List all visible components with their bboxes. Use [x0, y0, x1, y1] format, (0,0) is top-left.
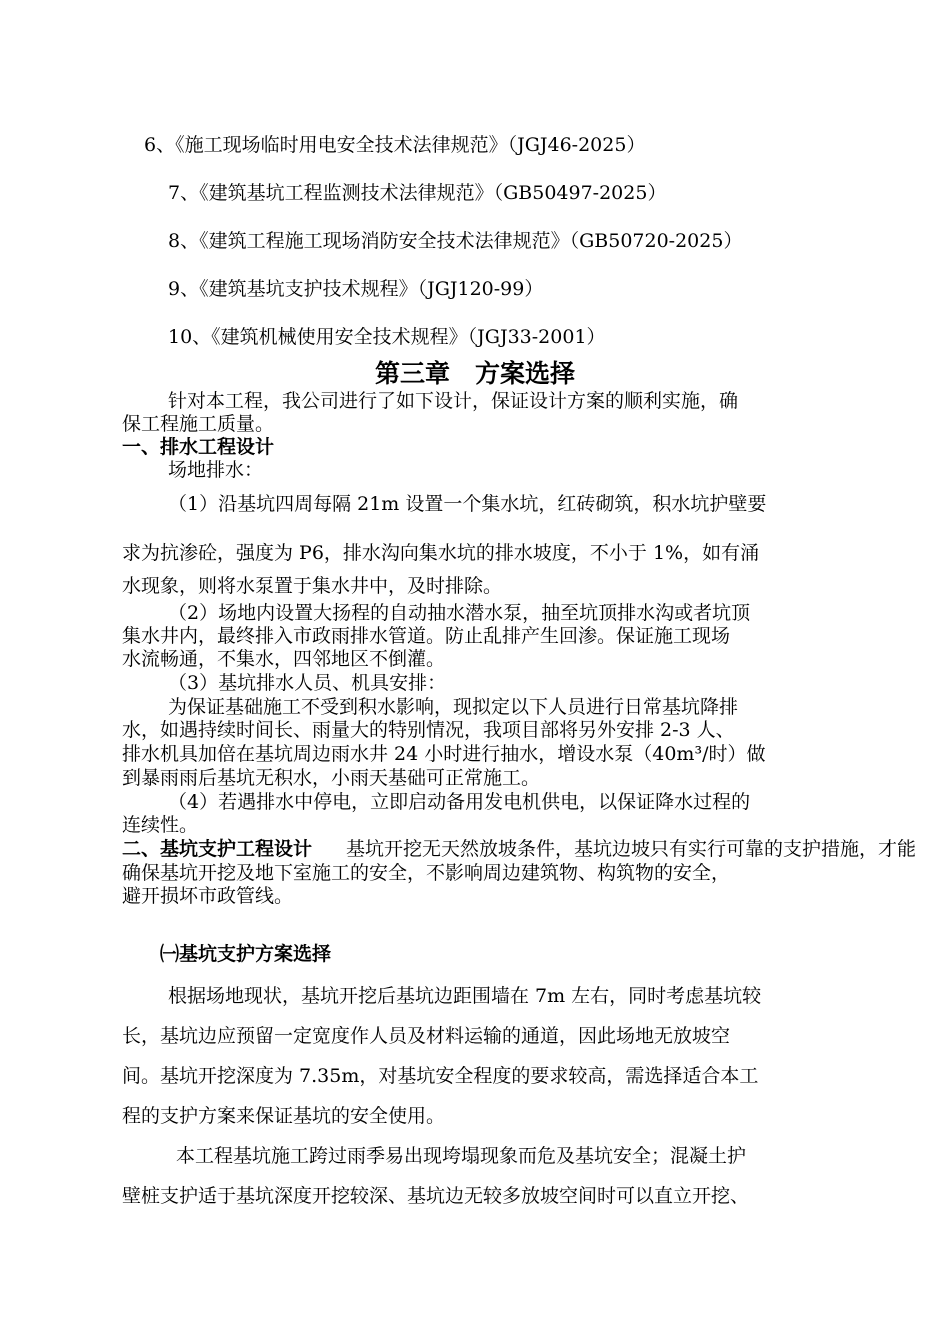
section-heading-support: 二、基坑支护工程设计 [122, 838, 313, 860]
reference-item-7: 7、《建筑基坑工程监测技术法律规范》（GB50497-2025） [168, 182, 667, 204]
support-intro-line-1: 基坑开挖无天然放坡条件，基坑边坡只有实行可靠的支护措施，才能 [346, 838, 917, 860]
support-para-1-line-2: 长，基坑边应预留一定宽度作人员及材料运输的通道，因此场地无放坡空 [122, 1025, 731, 1047]
drainage-item-1-line-1: （1）沿基坑四周每隔 21m 设置一个集水坑，红砖砌筑，积水坑护壁要 [168, 493, 767, 515]
support-para-1-line-4: 程的支护方案来保证基坑的安全使用。 [122, 1105, 446, 1127]
drainage-item-3-line-4: 到暴雨雨后基坑无积水，小雨天基础可正常施工。 [122, 767, 541, 789]
drainage-item-3-line-3: 排水机具加倍在基坑周边雨水井 24 小时进行抽水，增设水泵（40m³/时）做 [122, 743, 766, 765]
drainage-item-3-line-2: 水，如遇持续时间长、雨量大的特别情况，我项目部将另外安排 2-3 人、 [122, 719, 735, 741]
reference-item-8: 8、《建筑工程施工现场消防安全技术法律规范》（GB50720-2025） [168, 230, 743, 252]
drainage-item-1-line-2: 求为抗渗砼，强度为 P6，排水沟向集水坑的排水坡度，不小于 1%，如有涌 [122, 542, 760, 564]
intro-line-1: 针对本工程，我公司进行了如下设计，保证设计方案的顺利实施，确 [168, 390, 739, 412]
support-para-1-line-3: 间。基坑开挖深度为 7.35m，对基坑安全程度的要求较高，需选择适合本工 [122, 1065, 759, 1087]
reference-item-9: 9、《建筑基坑支护技术规程》（JGJ120-99） [168, 278, 544, 300]
chapter-title: 第三章 方案选择 [374, 359, 575, 388]
intro-line-2: 保工程施工质量。 [122, 413, 275, 435]
support-para-2-line-1: 本工程基坑施工跨过雨季易出现垮塌现象而危及基坑安全；混凝土护 [176, 1145, 747, 1167]
drainage-item-4-line-1: （4）若遇排水中停电，立即启动备用发电机供电，以保证降水过程的 [168, 791, 751, 813]
drainage-item-2-line-1: （2）场地内设置大扬程的自动抽水潜水泵，抽至坑顶排水沟或者坑顶 [168, 602, 751, 624]
drainage-item-3-title: （3）基坑排水人员、机具安排： [168, 672, 447, 694]
reference-item-6: 6、《施工现场临时用电安全技术法律规范》（JGJ46-2025） [144, 134, 646, 156]
drainage-item-2-line-3: 水流畅通，不集水，四邻地区不倒灌。 [122, 648, 446, 670]
drainage-item-1-line-3: 水现象，则将水泵置于集水井中，及时排除。 [122, 575, 503, 597]
drainage-item-2-line-2: 集水井内，最终排入市政雨排水管道。防止乱排产生回渗。保证施工现场 [122, 625, 731, 647]
drainage-item-3-line-1: 为保证基础施工不受到积水影响，现拟定以下人员进行日常基坑降排 [168, 696, 739, 718]
reference-item-10: 10、《建筑机械使用安全技术规程》（JGJ33-2001） [168, 326, 606, 348]
support-intro-line-2: 确保基坑开挖及地下室施工的安全，不影响周边建筑物、构筑物的安全， [122, 862, 731, 884]
support-para-1-line-1: 根据场地现状，基坑开挖后基坑边距围墙在 7m 左右，同时考虑基坑较 [168, 985, 762, 1007]
support-para-2-line-2: 壁桩支护适于基坑深度开挖较深、基坑边无较多放坡空间时可以直立开挖、 [122, 1185, 750, 1207]
support-intro-line-3: 避开损坏市政管线。 [122, 885, 294, 907]
support-scheme-heading: ㈠基坑支护方案选择 [160, 943, 332, 965]
site-drainage-label: 场地排水： [168, 459, 264, 481]
drainage-item-4-line-2: 连续性。 [122, 814, 199, 836]
section-heading-drainage: 一、排水工程设计 [122, 436, 275, 458]
